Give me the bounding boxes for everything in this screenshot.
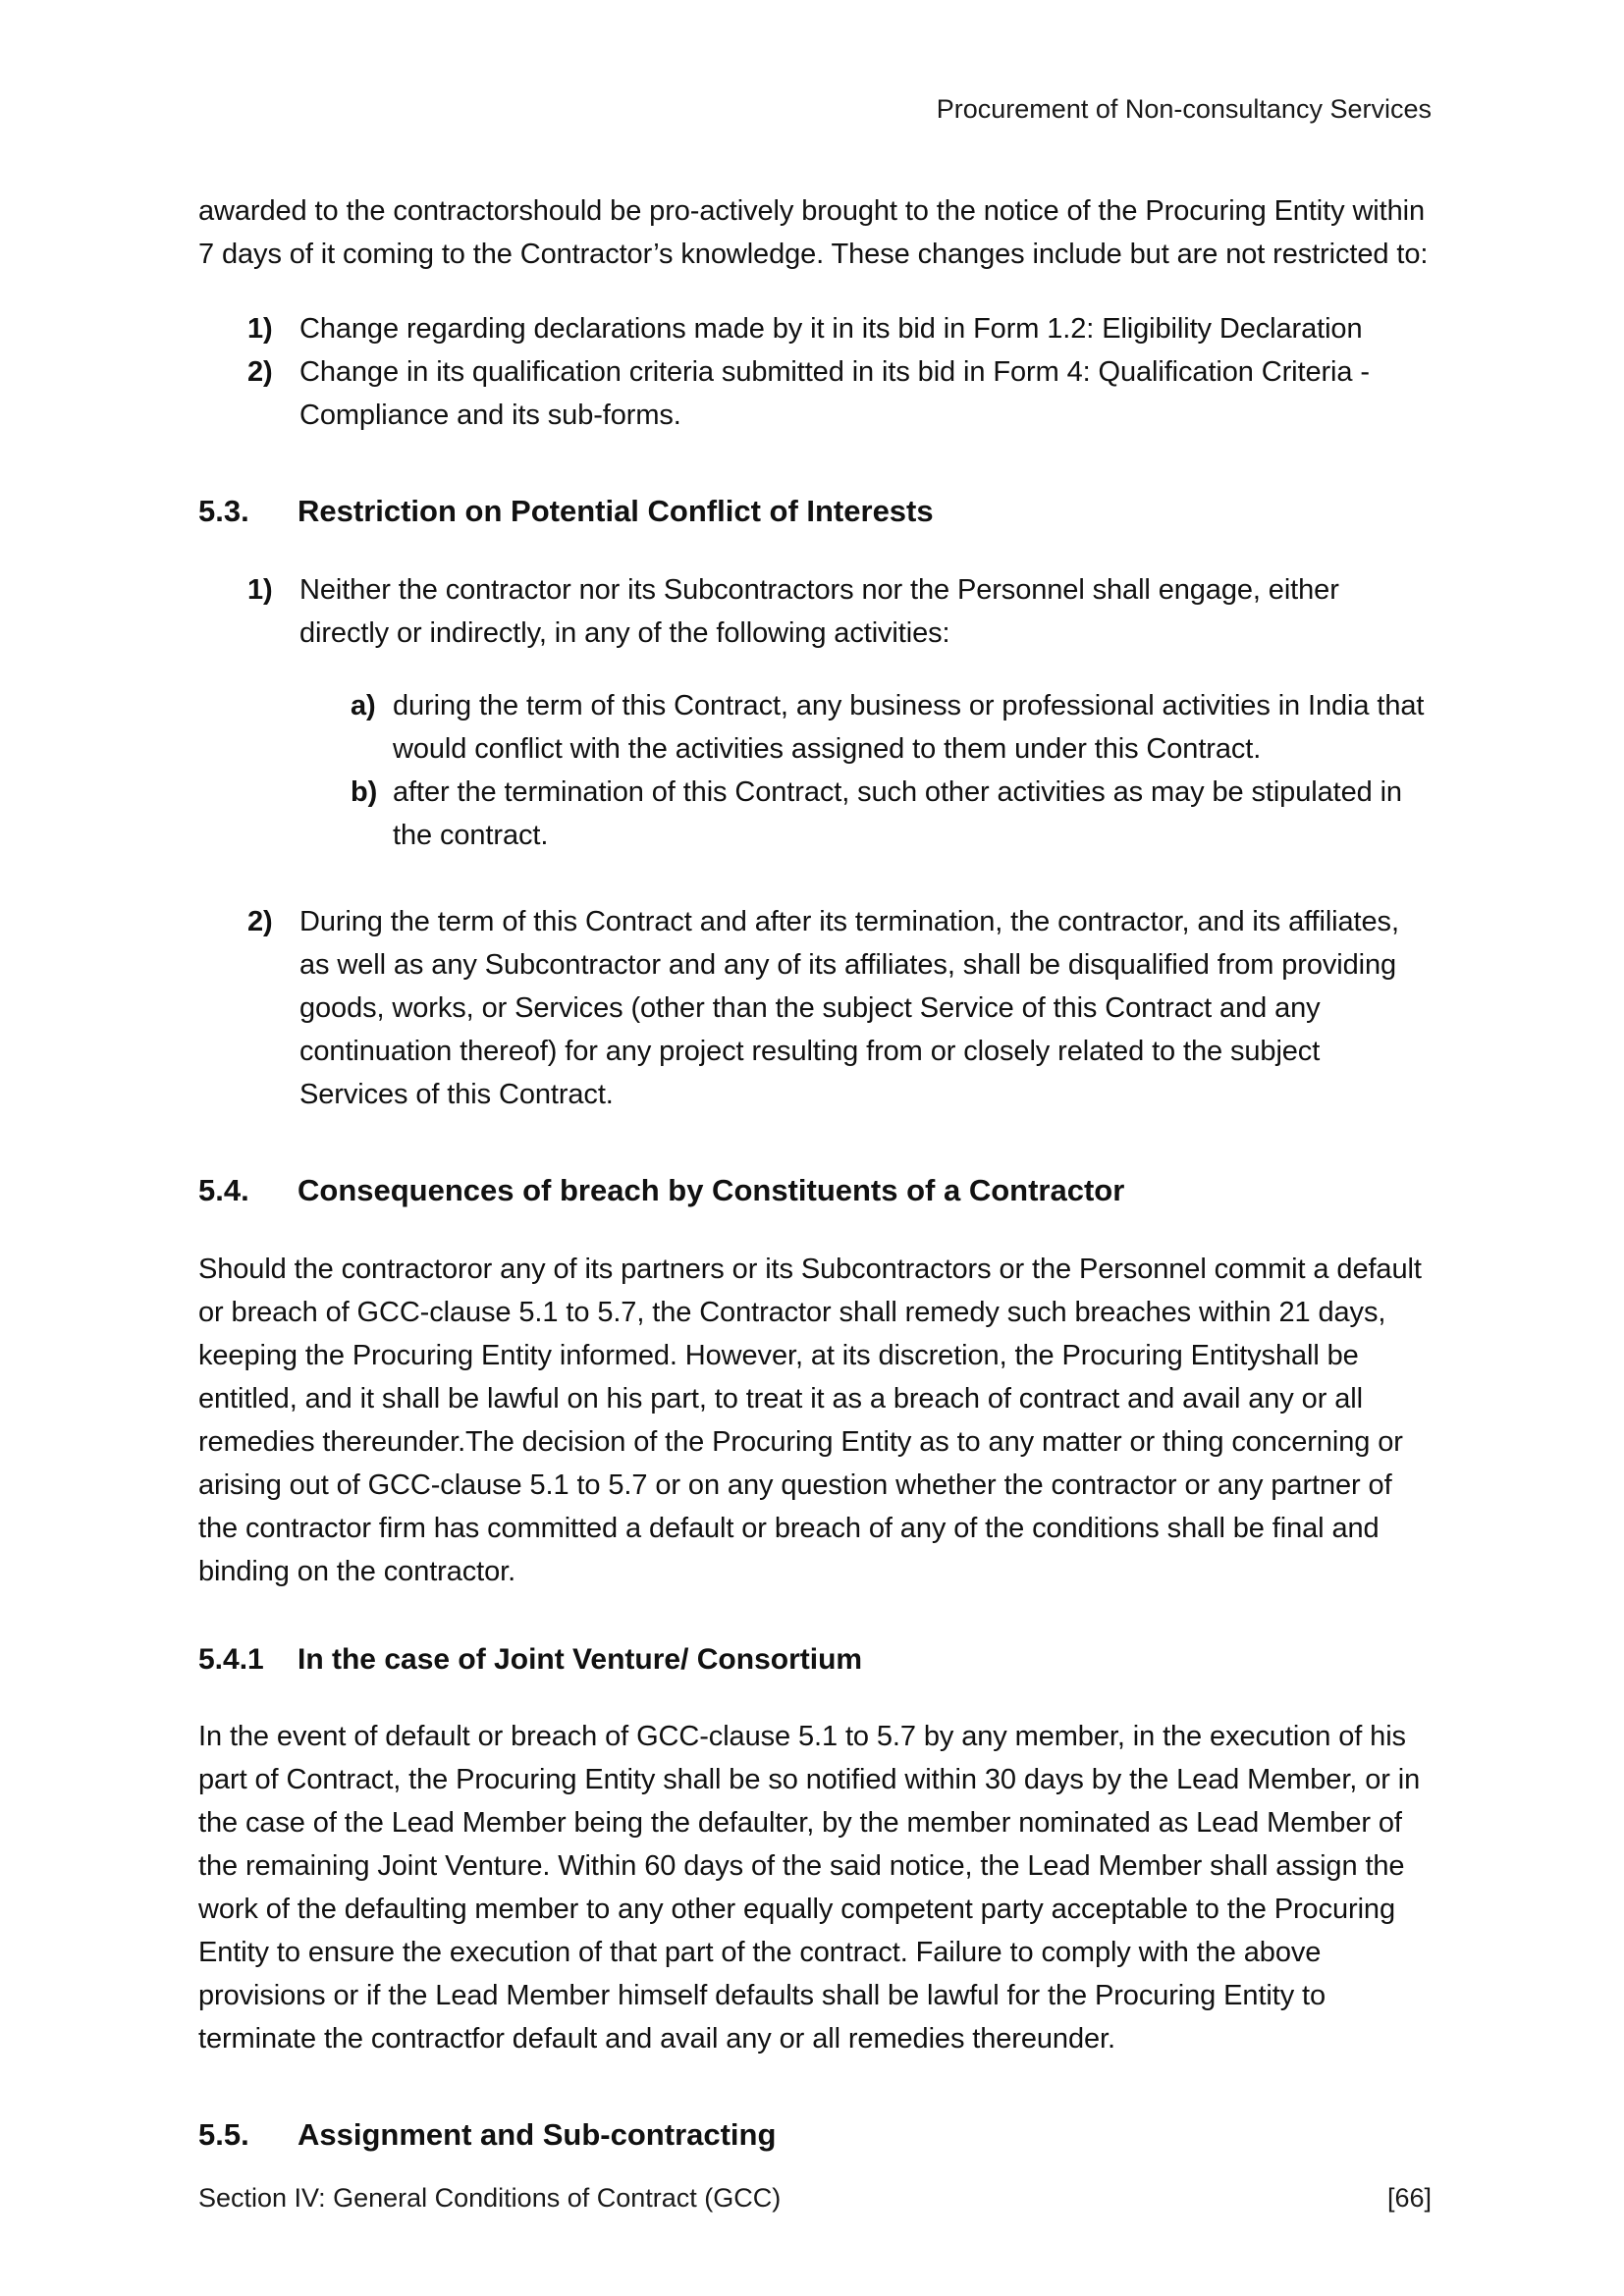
section-number: 5.4.1: [198, 1643, 264, 1676]
section-title: Consequences of breach by Constituents of a Contractor: [298, 1173, 1125, 1207]
list-item-number: 2): [247, 356, 273, 388]
list-item: [351, 771, 1432, 857]
page-header: [198, 94, 1432, 125]
section-5-3-list: [198, 568, 1432, 1116]
list-item-text: Change regarding declarations made by it in its bid in Form 1.2: Eligibility Declaration: [299, 313, 1363, 345]
section-heading-5-3: [198, 492, 1432, 531]
section-heading-5-5: [198, 2115, 1432, 2155]
section-5-3-sublist: [247, 684, 1432, 857]
footer-section-label: Section IV: General Conditions of Contract (GCC): [198, 2183, 782, 2213]
list-item-text: Neither the contractor nor its Subcontractors nor the Personnel shall engage, either directly or indirectly, in any of the following activities:: [299, 574, 1339, 649]
list-item-text: after the termination of this Contract, such other activities as may be stipulated in the contract.: [393, 776, 1402, 851]
section-heading-5-4-1: [198, 1640, 1432, 1680]
list-item: [247, 900, 1432, 1116]
section-heading-5-4: [198, 1171, 1432, 1210]
header-title: Procurement of Non-consultancy Services: [936, 94, 1432, 124]
section-number: 5.5.: [198, 2117, 249, 2152]
list-item-text: During the term of this Contract and after its termination, the contractor, and its affiliates, as well as any Subcontractor and any of its affiliates, shall be disqualified from providing goods, works, or Services (other than the subject Service of this Contract and any continuation thereof) for any project resulting from or closely related to the subject Services of this Contract.: [299, 906, 1399, 1110]
section-number: 5.3.: [198, 494, 249, 528]
page-number: [66]: [1386, 2183, 1432, 2213]
change-list: [198, 307, 1432, 437]
section-5-4-paragraph: Should the contractoror any of its partners or its Subcontractors or the Personnel commit a default or breach of GCC-clause 5.1 to 5.7, the Contractor shall remedy such breaches within 21 days, keeping the Procuring Entity informed. However, at its discretion, the Procuring Entityshall be entitled, and it shall be lawful on his part, to treat it as a breach of contract and avail any or all remedies thereunder.The decision of the Procuring Entity as to any matter or thing concerning or arising out of GCC-clause 5.1 to 5.7 or on any question whether the contractor or any partner of the contractor firm has committed a default or breach of any of the conditions shall be final and binding on the contractor.: [198, 1254, 1422, 1587]
intro-paragraph: awarded to the contractorshould be pro-actively brought to the notice of the Procuring Entity within 7 days of it coming to the Contractor’s knowledge. These changes include but are not restricted to:: [198, 195, 1429, 270]
page-footer: [198, 2183, 1432, 2214]
list-item: [247, 307, 1432, 350]
list-item-number: 1): [247, 574, 273, 606]
list-item-number: 1): [247, 313, 273, 345]
list-item-letter: b): [351, 776, 378, 808]
list-item: [351, 684, 1432, 771]
section-number: 5.4.: [198, 1173, 249, 1207]
list-item: [247, 350, 1432, 437]
list-item-text: during the term of this Contract, any business or professional activities in India that would conflict with the activities assigned to them under this Contract.: [393, 690, 1425, 765]
list-item: [247, 568, 1432, 655]
section-title: Assignment and Sub-contracting: [298, 2117, 777, 2152]
section-title: In the case of Joint Venture/ Consortium: [298, 1643, 863, 1676]
section-5-4-1-paragraph: In the event of default or breach of GCC-clause 5.1 to 5.7 by any member, in the execution of his part of Contract, the Procuring Entity shall be so notified within 30 days by the Lead Member, or in the case of the Lead Member being the defaulter, by the member nominated as Lead Member of the remaining Joint Venture. Within 60 days of the said notice, the Lead Member shall assign the work of the defaulting member to any other equally competent party acceptable to the Procuring Entity to ensure the execution of that part of the contract. Failure to comply with the above provisions or if the Lead Member himself defaults shall be lawful for the Procuring Entity to terminate the contractfor default and avail any or all remedies thereunder.: [198, 1721, 1421, 2055]
list-item-number: 2): [247, 906, 273, 937]
section-title: Restriction on Potential Conflict of Interests: [298, 494, 934, 528]
list-item-letter: a): [351, 690, 376, 721]
list-item-text: Change in its qualification criteria submitted in its bid in Form 4: Qualification Criteria - Compliance and its sub-forms.: [299, 356, 1370, 431]
